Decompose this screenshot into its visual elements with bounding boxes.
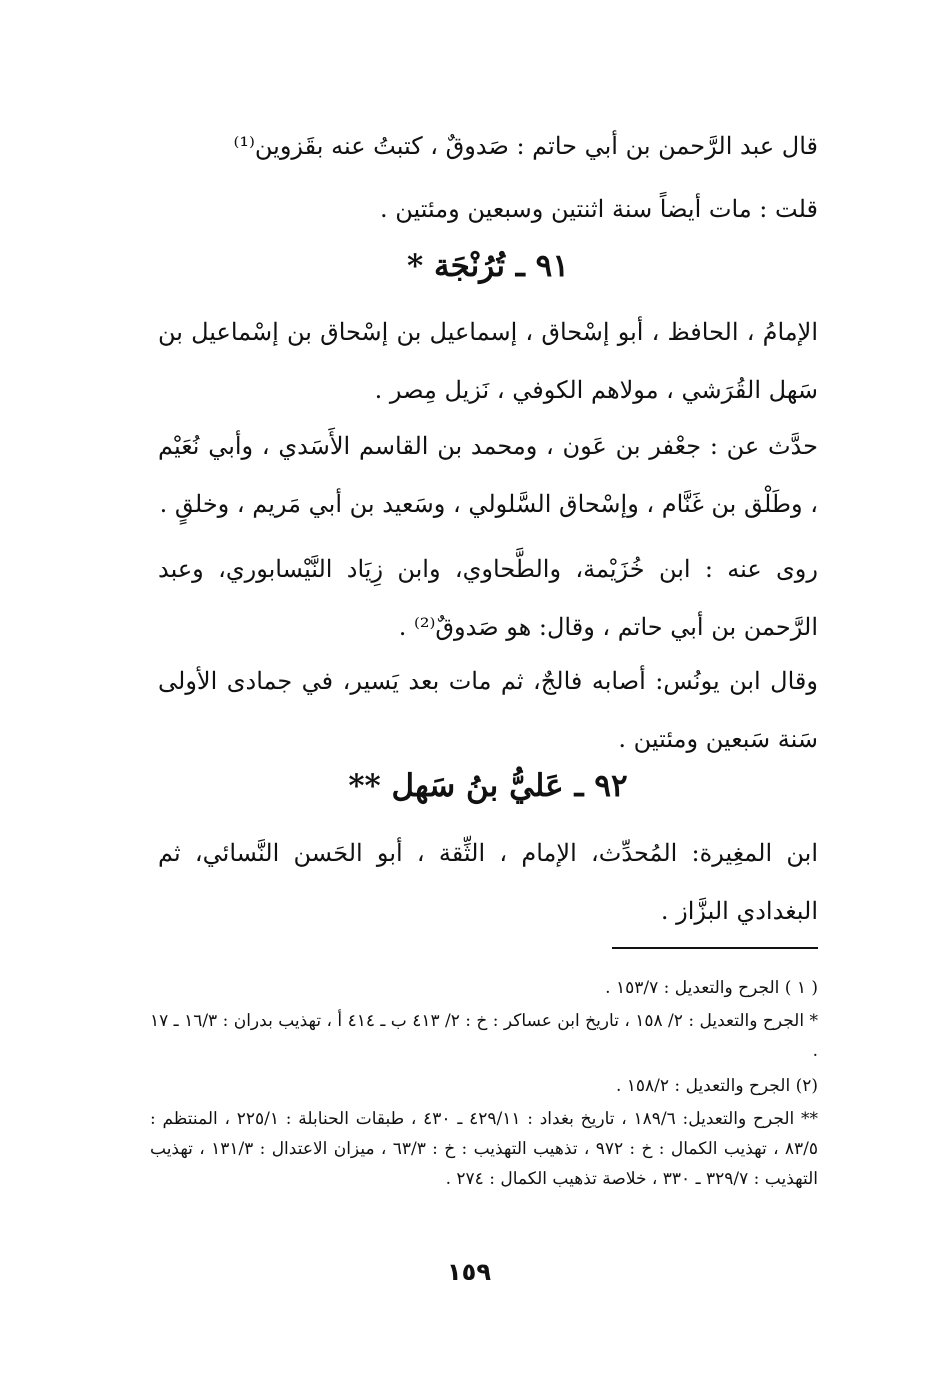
paragraph-entry91-death: وقال ابن يونُس: أصابه فالجٌ، ثم مات بعد يَسير، في جمادى الأولى سَنة سَبعين ومئتين . — [158, 667, 818, 753]
footnote-separator — [612, 947, 818, 949]
footnote-2: (٢) الجرح والتعديل : ١٥٨/٢ . — [615, 1076, 818, 1096]
paragraph-quote-abd-al-rahman: قال عبد الرَّحمن بن أبي حاتم : صَدوقٌ ، كتبتُ عنه بقَزوين⁽¹⁾ — [233, 132, 818, 160]
footnote-1: ( ١ ) الجرح والتعديل : ١٥٣/٧ . — [605, 978, 818, 998]
paragraph-death-note: قلت : مات أيضاً سنة اثنتين وسبعين ومئتين . — [380, 195, 818, 223]
paragraph-entry91-students: روى عنه : ابن خُزَيْمة، والطَّحاوي، وابن زِيَاد النَّيْسابوري، وعبد الرَّحمن بن أبي حاتم ، وقال: هو صَدوقٌ⁽²⁾ . — [158, 555, 818, 641]
paragraph-entry91-name: الإمامُ ، الحافظ ، أبو إسْحاق ، إسماعيل بن إسْحاق بن إسْماعيل بن سَهل القُرَشي ، مولاهم الكوفي ، نَزيل مِصر . — [158, 318, 818, 404]
paragraph-entry91-teachers: حدَّث عن : جعْفر بن عَون ، ومحمد بن القاسم الأَسَدي ، وأبي نُعَيْم ، وطَلْق بن غَنَّام ، وإسْحاق السَّلولي ، وسَعيد بن أبي مَريم ، وخلقٍ . — [158, 432, 818, 518]
footnote-star-91: * الجرح والتعديل : ٢/ ١٥٨ ، تاريخ ابن عساكر : خ : ٢/ ٤١٣ ب ـ ٤١٤ أ ، تهذيب بدران : ١٦/٣ ـ ١٧ . — [150, 1011, 818, 1061]
entry-heading-91: ٩١ ـ تُرُنْجَة * — [407, 248, 569, 284]
entry-heading-92: ٩٢ ـ عَليُّ بنُ سَهل ** — [348, 768, 628, 804]
paragraph-entry92-name: ابن المغِيرة: المُحدِّث، الإمام ، الثِّقة ، أبو الحَسن النَّسائي، ثم البغدادي البزَّاز . — [158, 839, 818, 925]
page-number: ١٥٩ — [447, 1258, 491, 1286]
footnote-star-92: ** الجرح والتعديل: ١٨٩/٦ ، تاريخ بغداد : ٤٢٩/١١ ـ ٤٣٠ ، طبقات الحنابلة : ٢٢٥/١ ، المنتظم : ٨٣/٥ ، تهذيب الكمال : خ : ٩٧٢ ، تذهيب التهذيب : خ : ٦٣/٣ ، ميزان الاعتدال : ١٣١/٣ ، تهذيب التهذيب : ٣٢٩/٧ ـ ٣٣٠ ، خلاصة تذهيب الكمال : ٢٧٤ . — [150, 1109, 819, 1189]
